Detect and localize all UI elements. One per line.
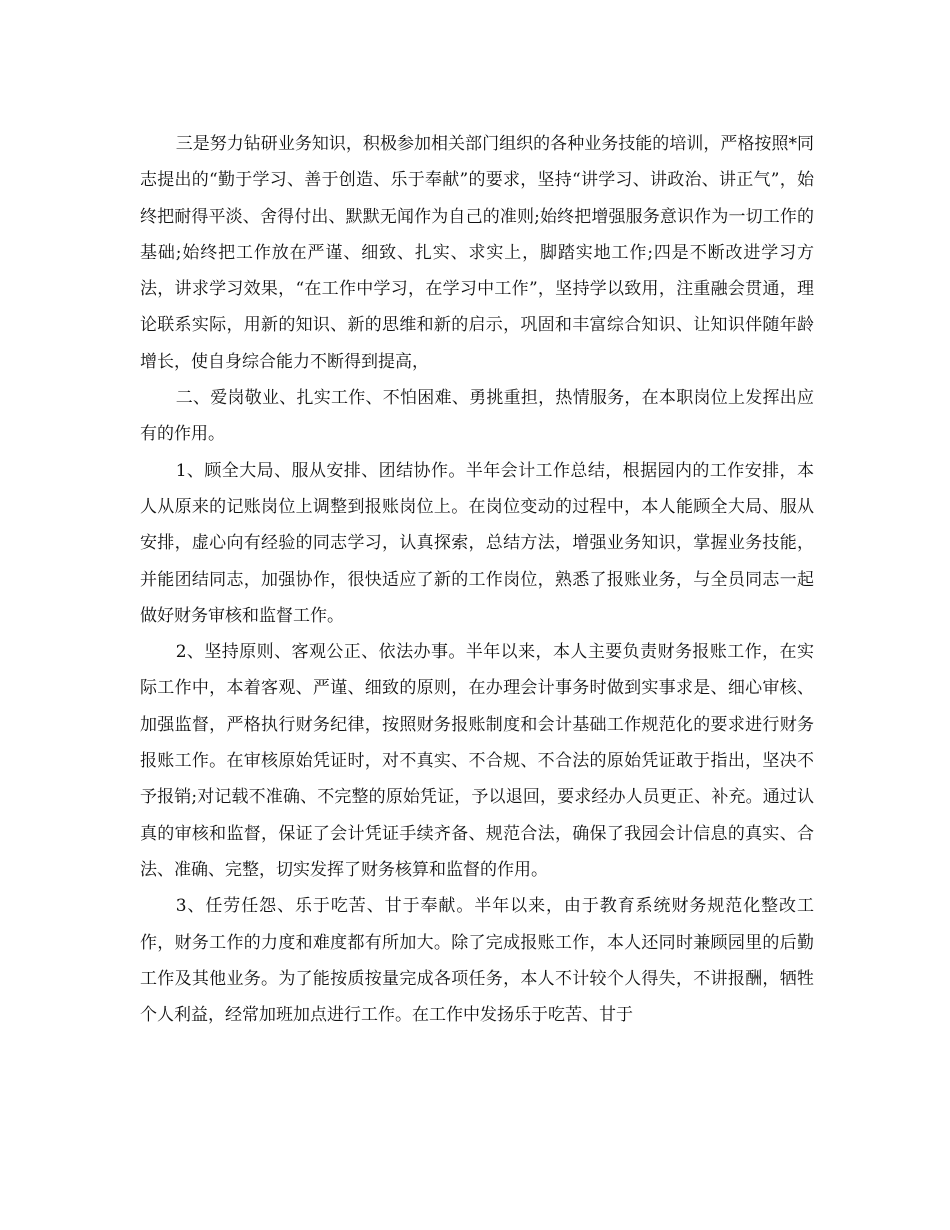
paragraph-study: 三是努力钻研业务知识，积极参加相关部门组织的各种业务技能的培训，严格按照*同志提出的“勤于学习、善于创造、乐于奉献”的要求，坚持“讲学习、讲政治、讲正气”，始终把耐得平淡、舍得付出、默默无闻作为自己的准则;始终把增强服务意识作为一切工作的基础;始终把工作放在严谨、细致、扎实、求实上，脚踏实地工作;四是不断改进学习方法，讲求学习效果，“在工作中学习，在学习中工作”，坚持学以致用，注重融会贯通，理论联系实际，用新的知识、新的思维和新的启示，巩固和丰富综合知识、让知识伴随年龄增长，使自身综合能力不断得到提高，	[140, 134, 814, 372]
paragraph-section-two-heading: 二、爱岗敬业、扎实工作、不怕困难、勇挑重担，热情服务，在本职岗位上发挥出应有的作用。	[140, 388, 814, 445]
paragraph-item-3: 3、任劳任怨、乐于吃苦、甘于奉献。半年以来，由于教育系统财务规范化整改工作，财务工作的力度和难度都有所加大。除了完成报账工作，本人还同时兼顾园里的后勤工作及其他业务。为了能按质按量完成各项任务，本人不计较个人得失，不讲报酬，牺牲个人利益，经常加班加点进行工作。在工作中发扬乐于吃苦、甘于	[140, 896, 814, 1026]
paragraph-item-1: 1、顾全大局、服从安排、团结协作。半年会计工作总结，根据园内的工作安排，本人从原来的记账岗位上调整到报账岗位上。在岗位变动的过程中，本人能顾全大局、服从安排，虚心向有经验的同志学习，认真探索，总结方法，增强业务知识，掌握业务技能，并能团结同志，加强协作，很快适应了新的工作岗位，熟悉了报账业务，与全员同志一起做好财务审核和监督工作。	[140, 460, 814, 626]
document-page	[140, 126, 814, 1033]
paragraph-item-2: 2、坚持原则、客观公正、依法办事。半年以来，本人主要负责财务报账工作，在实际工作中，本着客观、严谨、细致的原则，在办理会计事务时做到实事求是、细心审核、加强监督，严格执行财务纪律，按照财务报账制度和会计基础工作规范化的要求进行财务报账工作。在审核原始凭证时，对不真实、不合规、不合法的原始凭证敢于指出，坚决不予报销;对记载不准确、不完整的原始凭证，予以退回，要求经办人员更正、补充。通过认真的审核和监督，保证了会计凭证手续齐备、规范合法，确保了我园会计信息的真实、合法、准确、完整，切实发挥了财务核算和监督的作用。	[140, 642, 814, 880]
